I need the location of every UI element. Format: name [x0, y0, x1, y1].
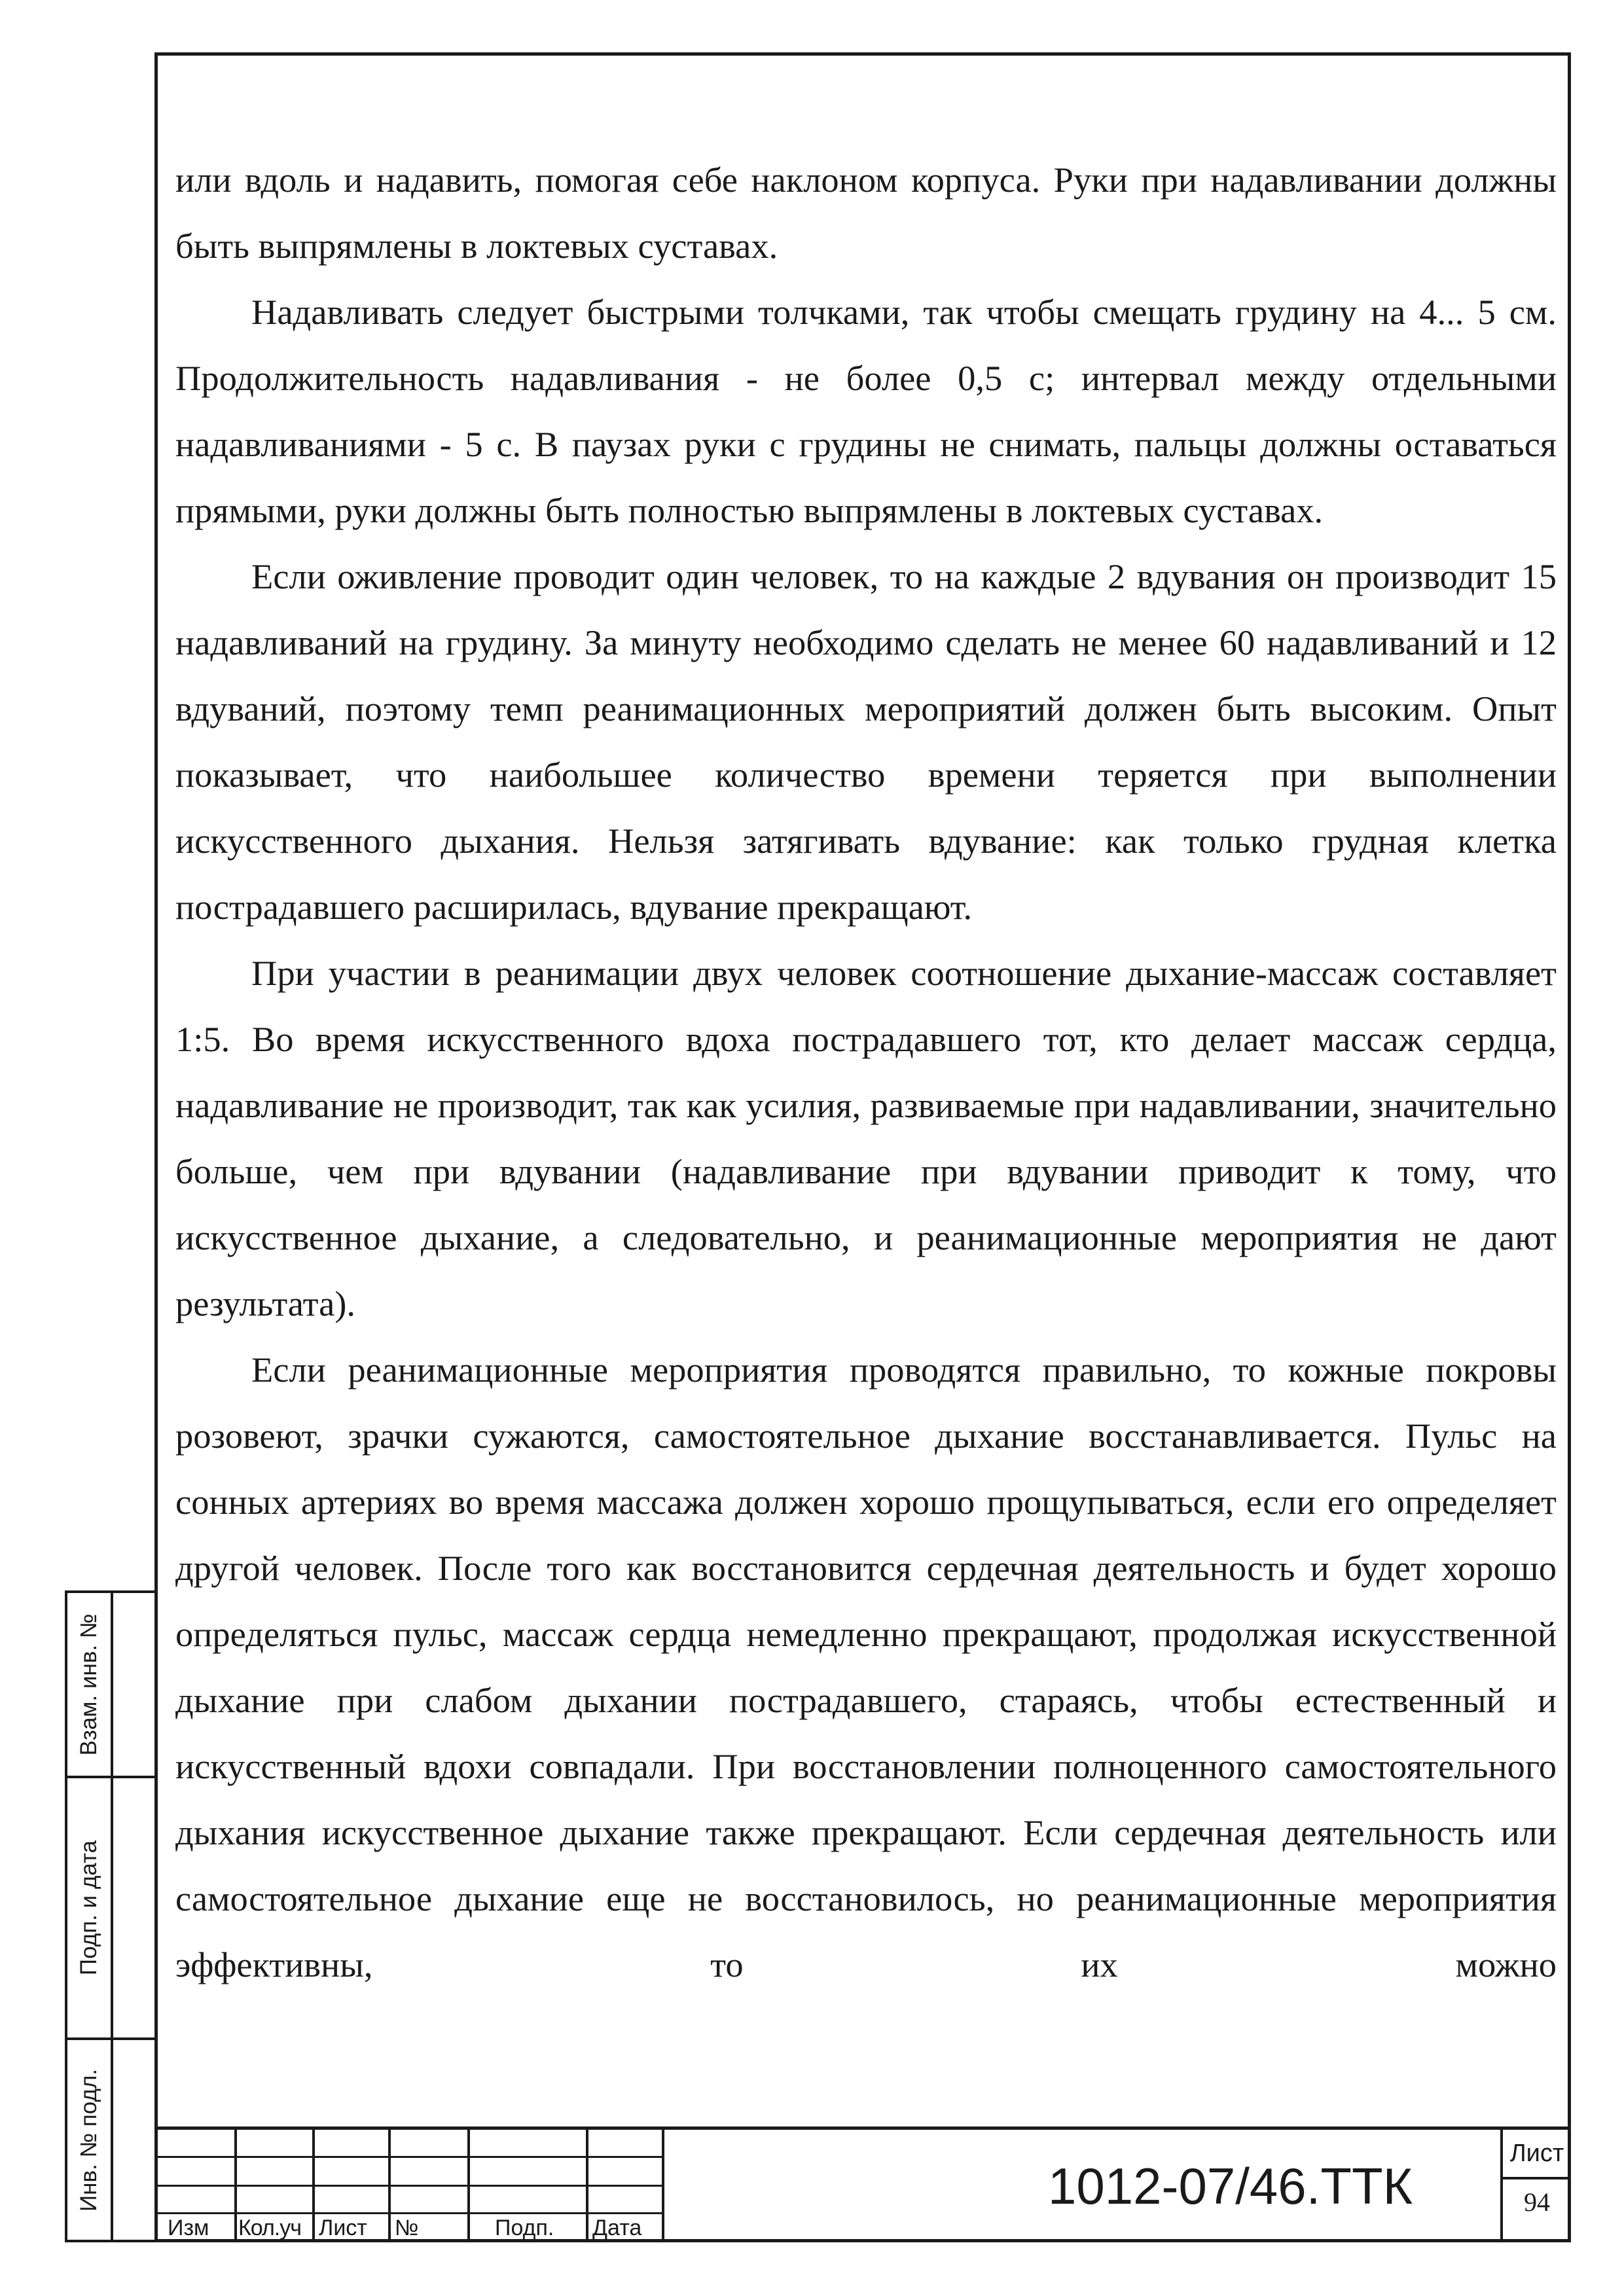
sheet-number: 94 — [1524, 2187, 1550, 2217]
sheet-box — [1500, 2130, 1571, 2242]
replaced-inv-label: Взам. инв. № — [76, 1613, 101, 1755]
body-text — [175, 147, 1557, 1998]
paragraph-3: Если оживление проводит один человек, то на каждые 2 вдувания он производит 15 надавливаний на грудину. За минуту необходимо сделать не менее 60 надавливаний и 12 вдуваний, поэтому темп реанимационных мероприятий должен быть высоким. Опыт показывает, что наибольшее количество времени теряется при выполнении искусственного дыхания. Нельзя затягивать вдувание: как только грудная клетка пострадавшего расширилась, вдувание прекращают. — [175, 556, 1557, 927]
paragraph-2: Надавливать следует быстрыми толчками, так чтобы смещать грудину на 4... 5 см. Продолжительность надавливания - не более 0,5 с; интервал между отдельными надавливаниями - 5 с. В паузах руки с грудины не снимать, пальцы должны оставаться прямыми, руки должны быть полностью выпрямлены в локтевых суставах. — [175, 292, 1557, 530]
side-stamp-sign-date — [65, 1776, 154, 2040]
sign-date-label: Подп. и дата — [76, 1840, 101, 1976]
document-code: 1012-07/46.ТТК — [1048, 2157, 1413, 2215]
header-qty: Кол.уч — [238, 2215, 301, 2240]
header-signature: Подп. — [495, 2215, 554, 2240]
header-doc-no: № — [395, 2215, 419, 2240]
side-stamp-replaced-inv — [65, 1590, 154, 1778]
sheet-label: Лист — [1503, 2130, 1571, 2179]
header-date: Дата — [592, 2215, 642, 2240]
paragraph-5: Если реанимационные мероприятия проводятся правильно, то кожные покровы розовеют, зрачки сужаются, самостоятельное дыхание восстанавливается. Пульс на сонных артериях во время массажа должен хорошо прощупываться, если его определяет другой человек. После того как восстановится сердечная деятельность и будет хорошо определяться пульс, массаж сердца немедленно прекращают, продолжая искусственной дыхание при слабом дыхании пострадавшего, стараясь, чтобы естественный и искусственный вдохи совпадали. При восстановлении полноценного самостоятельного дыхания искусственное дыхание также прекращают. Если сердечная деятельность или самостоятельное дыхание еще не восстановилось, но реанимационные мероприятия эффективны, то их можно — [175, 1350, 1557, 1984]
paragraph-1: или вдоль и надавить, помогая себе наклоном корпуса. Руки при надавливании должны быть выпрямлены в локтевых суставах. — [175, 160, 1557, 266]
inv-original-label: Инв. № подл. — [76, 2068, 101, 2212]
header-change: Изм — [168, 2215, 209, 2240]
paragraph-4: При участии в реанимации двух человек соотношение дыхание-массаж составляет 1:5. Во время искусственного вдоха пострадавшего тот, кто делает массаж сердца, надавливание не производит, так как усилия, развиваемые при надавливании, значительно больше, чем при вдувании (надавливание при вдувании приводит к тому, что искусственное дыхание, а следовательно, и реанимационные мероприятия не дают результата). — [175, 953, 1557, 1323]
title-block — [154, 2126, 1571, 2242]
document-code-cell — [664, 2130, 1624, 2242]
title-block-grid — [154, 2130, 662, 2242]
side-stamp-inv-original — [65, 2037, 154, 2242]
header-sheet: Лист — [319, 2215, 367, 2240]
